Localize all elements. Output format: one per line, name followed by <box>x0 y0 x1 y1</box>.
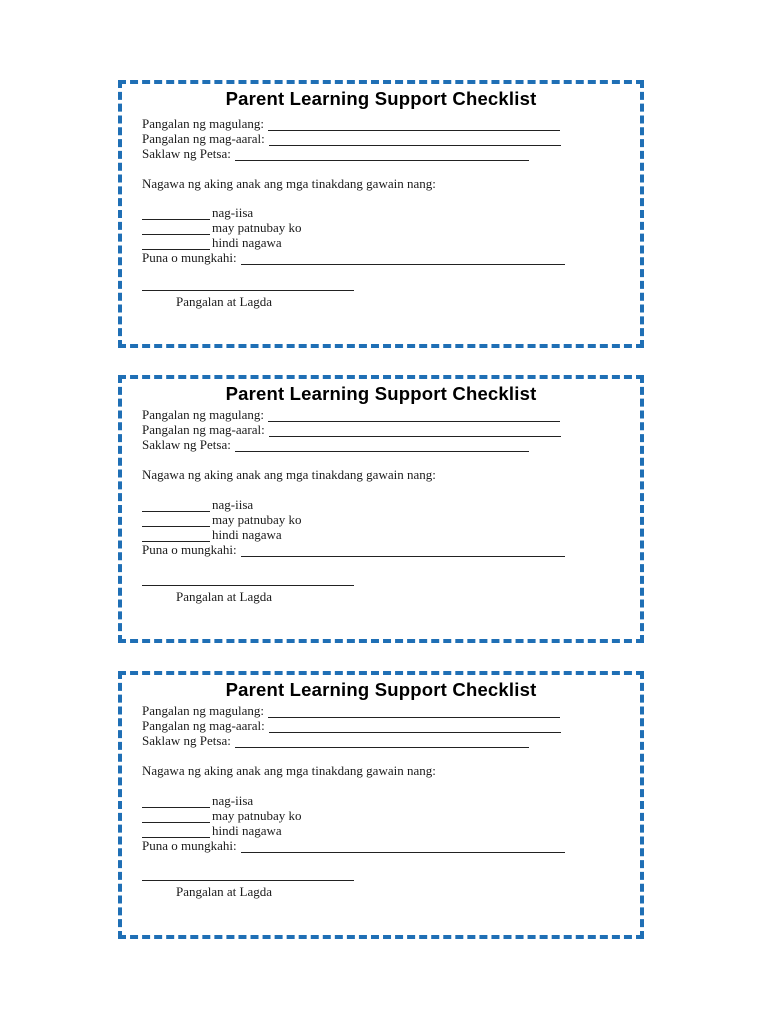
student-name-blank[interactable] <box>269 133 561 146</box>
option-not-done-blank[interactable] <box>142 825 210 838</box>
option-alone-label: nag-iisa <box>212 793 254 808</box>
student-name-label: Pangalan ng mag-aaral: <box>142 718 265 733</box>
option-guided-blank[interactable] <box>142 222 210 235</box>
parent-name-label: Pangalan ng magulang: <box>142 407 265 422</box>
student-name-field[interactable] <box>142 422 561 437</box>
parent-name-blank[interactable] <box>268 118 560 131</box>
date-range-field[interactable] <box>142 146 529 161</box>
option-alone[interactable] <box>142 793 253 808</box>
parent-name-field[interactable] <box>142 703 560 718</box>
checklist-card-3 <box>118 671 644 939</box>
comments-field[interactable] <box>142 542 565 557</box>
option-alone[interactable] <box>142 205 253 220</box>
comments-blank[interactable] <box>241 544 565 557</box>
option-guided[interactable] <box>142 808 302 823</box>
card-title: Parent Learning Support Checklist <box>225 383 537 404</box>
signature-line[interactable] <box>142 880 354 881</box>
date-range-blank[interactable] <box>235 439 529 452</box>
parent-name-field[interactable] <box>142 407 560 422</box>
option-alone-blank[interactable] <box>142 207 210 220</box>
parent-name-blank[interactable] <box>268 409 560 422</box>
option-not-done-blank[interactable] <box>142 529 210 542</box>
instruction-text: Nagawa ng aking anak ang mga tinakdang gawain nang: <box>142 467 436 482</box>
comments-blank[interactable] <box>241 840 565 853</box>
option-guided-label: may patnubay ko <box>212 512 302 527</box>
card-title: Parent Learning Support Checklist <box>225 679 537 700</box>
student-name-label: Pangalan ng mag-aaral: <box>142 131 265 146</box>
comments-label: Puna o mungkahi: <box>142 250 237 265</box>
comments-label: Puna o mungkahi: <box>142 838 237 853</box>
student-name-blank[interactable] <box>269 720 561 733</box>
option-not-done-label: hindi nagawa <box>212 527 282 542</box>
student-name-blank[interactable] <box>269 424 561 437</box>
option-alone-blank[interactable] <box>142 499 210 512</box>
instruction-text: Nagawa ng aking anak ang mga tinakdang gawain nang: <box>142 763 436 778</box>
date-range-label: Saklaw ng Petsa: <box>142 437 231 452</box>
signature-label: Pangalan at Lagda <box>176 589 273 604</box>
option-guided-blank[interactable] <box>142 514 210 527</box>
parent-name-field[interactable] <box>142 116 560 131</box>
parent-name-blank[interactable] <box>268 705 560 718</box>
option-not-done-blank[interactable] <box>142 237 210 250</box>
option-not-done-label: hindi nagawa <box>212 823 282 838</box>
signature-line[interactable] <box>142 290 354 291</box>
comments-field[interactable] <box>142 838 565 853</box>
instruction-text: Nagawa ng aking anak ang mga tinakdang gawain nang: <box>142 176 436 191</box>
comments-field[interactable] <box>142 250 565 265</box>
checklist-card-1 <box>118 80 644 348</box>
option-not-done[interactable] <box>142 823 282 838</box>
option-alone-blank[interactable] <box>142 795 210 808</box>
date-range-field[interactable] <box>142 437 529 452</box>
student-name-field[interactable] <box>142 718 561 733</box>
parent-name-label: Pangalan ng magulang: <box>142 703 265 718</box>
date-range-label: Saklaw ng Petsa: <box>142 146 231 161</box>
option-guided-blank[interactable] <box>142 810 210 823</box>
option-guided-label: may patnubay ko <box>212 808 302 823</box>
option-not-done[interactable] <box>142 235 282 250</box>
date-range-blank[interactable] <box>235 148 529 161</box>
checklist-card-2 <box>118 375 644 643</box>
date-range-blank[interactable] <box>235 735 529 748</box>
option-alone-label: nag-iisa <box>212 205 254 220</box>
comments-label: Puna o mungkahi: <box>142 542 237 557</box>
option-alone-label: nag-iisa <box>212 497 254 512</box>
option-guided-label: may patnubay ko <box>212 220 302 235</box>
parent-name-label: Pangalan ng magulang: <box>142 116 265 131</box>
date-range-field[interactable] <box>142 733 529 748</box>
card-title: Parent Learning Support Checklist <box>225 88 537 109</box>
signature-label: Pangalan at Lagda <box>176 294 273 309</box>
option-alone[interactable] <box>142 497 253 512</box>
option-guided[interactable] <box>142 512 302 527</box>
signature-label: Pangalan at Lagda <box>176 884 273 899</box>
option-not-done-label: hindi nagawa <box>212 235 282 250</box>
student-name-label: Pangalan ng mag-aaral: <box>142 422 265 437</box>
option-guided[interactable] <box>142 220 302 235</box>
comments-blank[interactable] <box>241 252 565 265</box>
option-not-done[interactable] <box>142 527 282 542</box>
signature-line[interactable] <box>142 585 354 586</box>
date-range-label: Saklaw ng Petsa: <box>142 733 231 748</box>
student-name-field[interactable] <box>142 131 561 146</box>
